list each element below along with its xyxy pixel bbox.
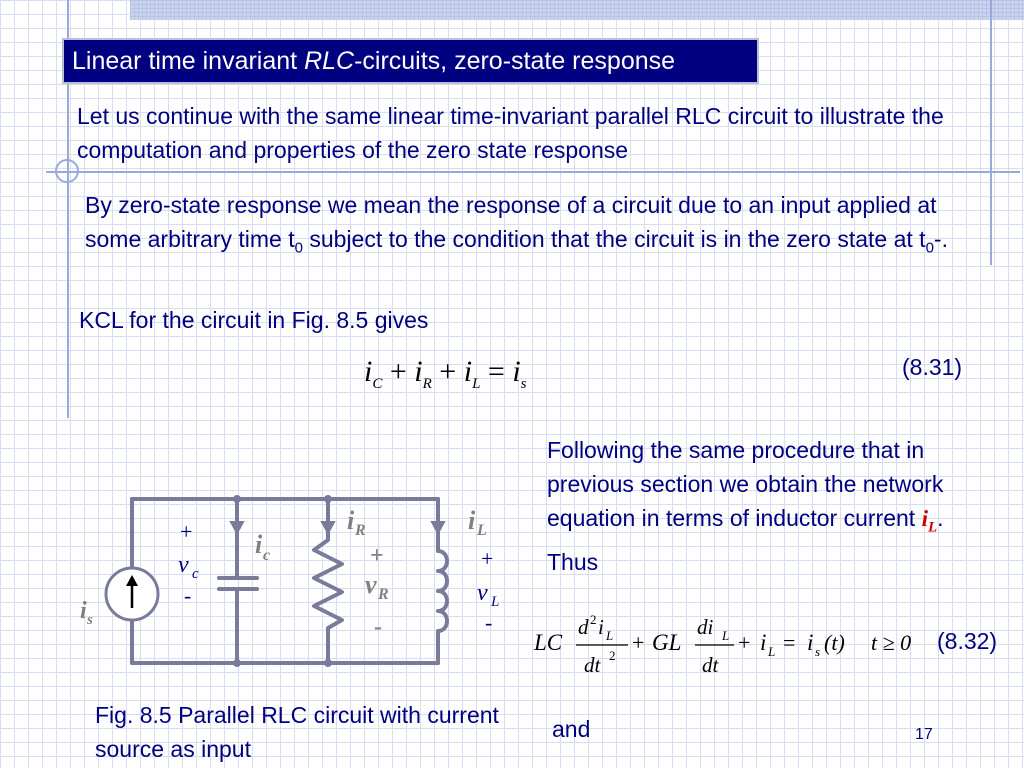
vc-label: v xyxy=(178,552,189,578)
equation-number-8-31: (8.31) xyxy=(902,354,963,380)
eq832-plus-2: + xyxy=(738,630,751,655)
and-text: and xyxy=(552,716,591,742)
ic-label: i xyxy=(255,530,263,559)
circuit-rails xyxy=(132,499,438,663)
eq832-num2-sub: L xyxy=(722,628,730,643)
vl-sub: L xyxy=(491,594,500,610)
following-text-1: Following the same procedure that in previous section we obtain the network equation in terms of inductor current xyxy=(547,437,944,531)
eq832-i-l: i xyxy=(760,630,767,655)
eq-sub-l: L xyxy=(472,376,481,392)
ir-arrow-head xyxy=(322,522,334,533)
eq832-gl: GL xyxy=(652,630,682,655)
definition-text-1: By zero-state response we mean the response of a circuit due to an input applied at some arbitrary time t xyxy=(85,192,937,252)
definition-sub-2: 0 xyxy=(925,239,934,257)
il-label: i xyxy=(468,506,476,535)
eq832-num1-d: d xyxy=(578,615,589,639)
vr-minus: - xyxy=(374,614,382,640)
eq832-i-s: i xyxy=(807,630,814,655)
eq832-lc: LC xyxy=(534,630,563,655)
eq-equals: = xyxy=(487,355,505,388)
eq832-num1-i: i xyxy=(598,615,604,639)
page-number: 17 xyxy=(915,726,933,743)
eq-sub-r: R xyxy=(422,376,432,392)
eq832-den1-sup: 2 xyxy=(609,648,616,663)
eq832-den1: dt xyxy=(584,653,601,677)
definition-text-2: subject to the condition that the circuit is in the zero state at t xyxy=(302,226,926,252)
title-suffix: -circuits, zero-state response xyxy=(354,47,676,75)
eq-i-l: i xyxy=(463,355,473,388)
ir-label: i xyxy=(347,506,355,535)
vc-minus: - xyxy=(184,583,192,608)
eq832-arg: (t) xyxy=(824,630,845,655)
vr-sub: R xyxy=(378,586,389,603)
eq832-i-s-sub: s xyxy=(815,644,821,659)
intro-paragraph: Let us continue with the same linear time-invariant parallel RLC circuit to illustrate the computation and properties of the zero state response xyxy=(77,103,944,163)
definition-sub-1: 0 xyxy=(294,239,303,257)
following-il-sub: L xyxy=(927,519,938,536)
eq-sub-s: s xyxy=(520,376,527,392)
node-dot-cap-top xyxy=(233,495,241,503)
title-prefix: Linear time invariant xyxy=(72,47,305,75)
ir-sub: R xyxy=(355,522,366,539)
figure-caption: Fig. 8.5 Parallel RLC circuit with current source as input xyxy=(95,702,499,762)
eq-plus-2: + xyxy=(439,355,457,388)
eq832-num2: di xyxy=(697,615,714,639)
eq832-den2: dt xyxy=(702,653,719,677)
il-arrow-head xyxy=(432,522,444,533)
vc-sub: c xyxy=(192,566,199,582)
equation-number-8-32: (8.32) xyxy=(937,628,998,654)
eq-i-c: i xyxy=(364,355,373,388)
eq832-equals: = xyxy=(783,630,796,655)
eq832-num1-sub: L xyxy=(606,628,614,643)
eq-i-r: i xyxy=(414,355,423,388)
eq832-cond: t ≥ 0 xyxy=(871,630,912,655)
vl-plus: + xyxy=(481,546,494,571)
definition-text-3: -. xyxy=(933,226,948,252)
il-sub: L xyxy=(477,522,487,539)
ic-arrow-head xyxy=(231,522,243,533)
vl-minus: - xyxy=(485,610,493,635)
node-dot-cap-bottom xyxy=(233,659,241,667)
eq832-i-l-sub: L xyxy=(768,644,776,659)
title-italic: RLC xyxy=(304,47,355,75)
eq-plus-1: + xyxy=(389,355,407,388)
node-dot-res-top xyxy=(324,495,332,503)
eq-sub-c: C xyxy=(372,376,383,392)
eq-i-s: i xyxy=(512,355,521,388)
following-il-i: i xyxy=(921,506,928,531)
kcl-text: KCL for the circuit in Fig. 8.5 gives xyxy=(79,307,429,333)
vl-label: v xyxy=(477,580,488,606)
eq832-plus-1: + xyxy=(632,630,645,655)
eq832-num1-sup: 2 xyxy=(590,612,597,627)
ic-sub: c xyxy=(263,547,271,564)
following-text-2: . Thus xyxy=(547,505,944,575)
node-dot-res-bottom xyxy=(324,659,332,667)
vc-plus: + xyxy=(180,519,193,544)
vr-label: v xyxy=(365,570,377,599)
is-sub: s xyxy=(87,612,93,628)
vr-plus: + xyxy=(370,543,384,569)
is-label: i xyxy=(80,598,87,624)
